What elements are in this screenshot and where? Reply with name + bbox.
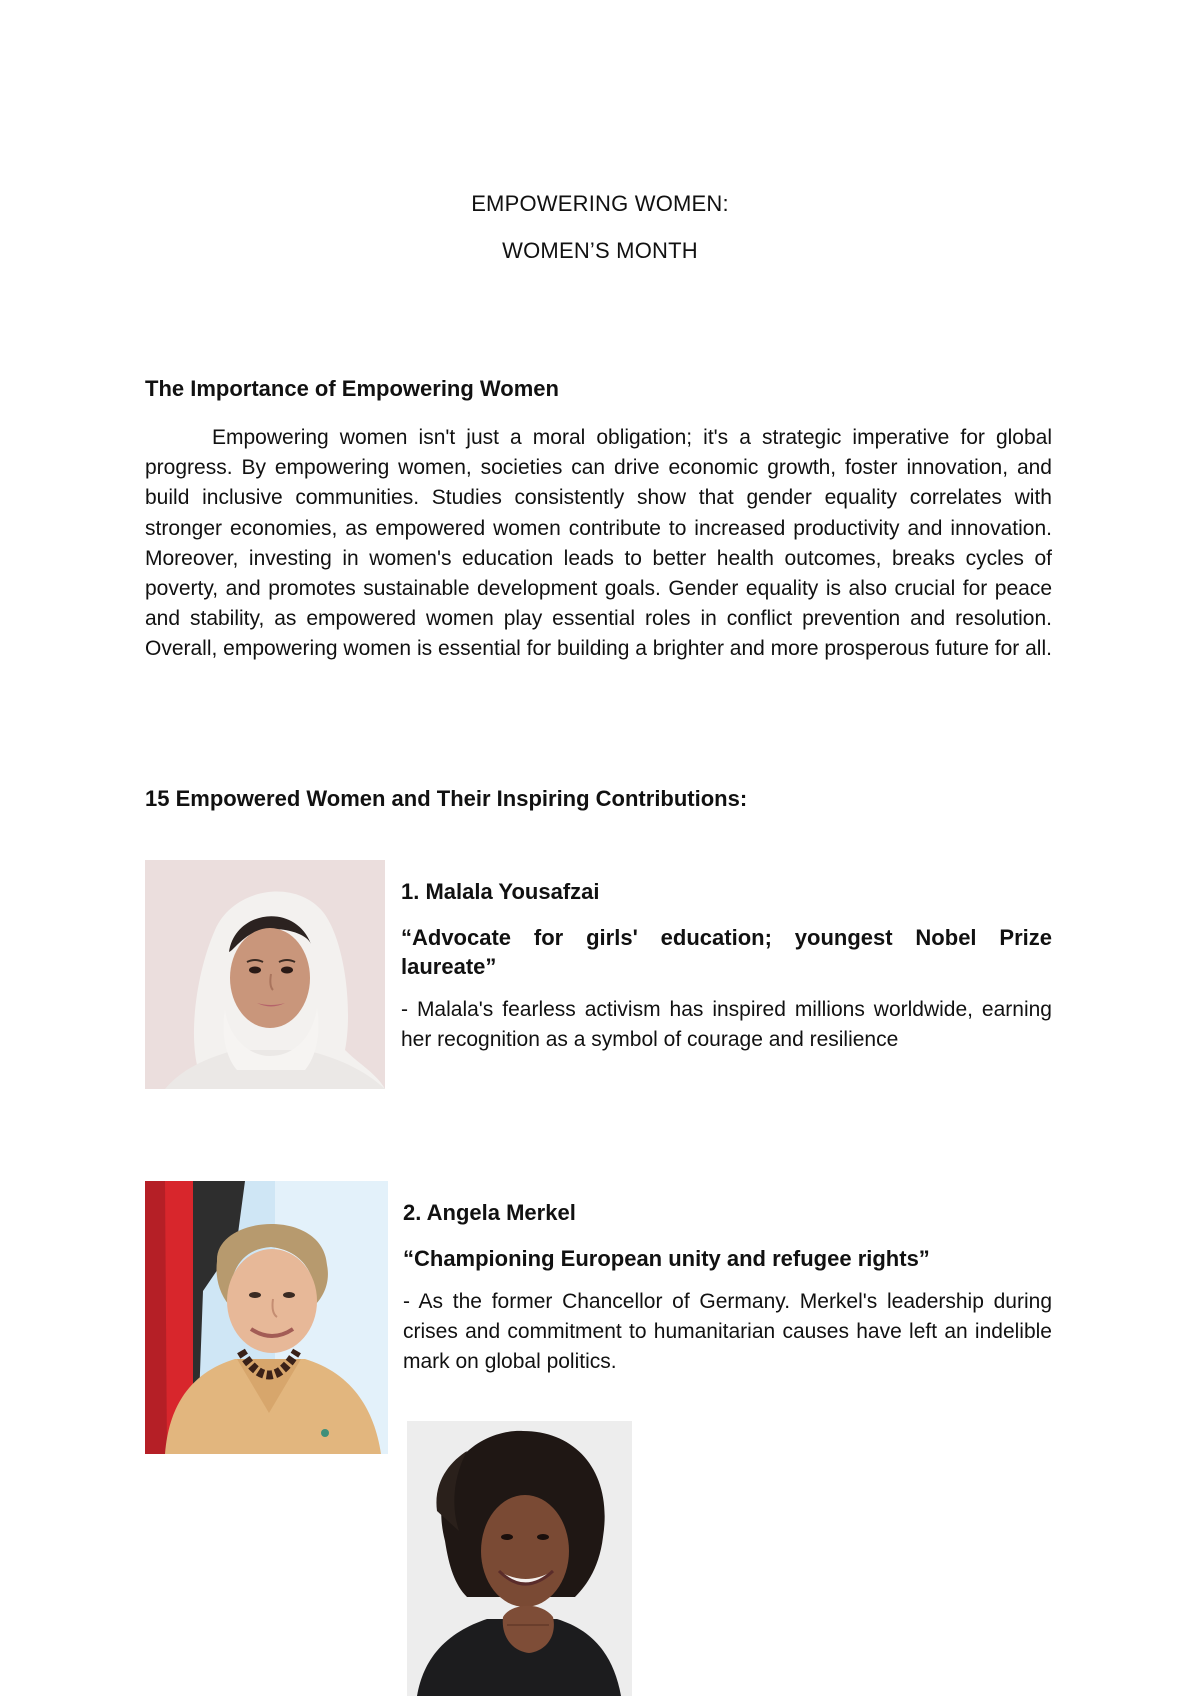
portrait-photo-merkel (145, 1181, 388, 1454)
portrait-photo-third (407, 1421, 632, 1696)
importance-paragraph: Empowering women isn't just a moral obligation; it's a strategic imperative for global progress. By empowering women, societies can drive economic growth, foster innovation, and build inclusive communities. Studies consistently show that gender equality correlates with stronger economies, as empowered women contribute to increased productivity and innovation. Moreover, investing in women's education leads to better health outcomes, breaks cycles of poverty, and promotes sustainable development goals. Gender equality is also crucial for peace and stability, as empowered women play essential roles in conflict prevention and resolution. Overall, empowering women is essential for building a brighter and more prosperous future for all. (145, 426, 1052, 661)
portrait-photo-malala (145, 860, 385, 1089)
list-item (401, 877, 1052, 1055)
list-heading: 15 Empowered Women and Their Inspiring Contributions: (145, 786, 748, 811)
document-title-line-2: WOMEN’S MONTH (502, 238, 698, 263)
entry-quote: “Advocate for girls' education; youngest Nobel Prize laureate” (401, 925, 1052, 979)
list-item (403, 1198, 1052, 1377)
importance-heading: The Importance of Empowering Women (145, 376, 559, 401)
entry-quote: “Championing European unity and refugee rights” (403, 1246, 930, 1271)
entry-name: 1. Malala Yousafzai (401, 879, 600, 904)
entry-description: - Malala's fearless activism has inspired millions worldwide, earning her recognition as a symbol of courage and resilience (401, 998, 1052, 1051)
entry-description: - As the former Chancellor of Germany. Merkel's leadership during crises and commitment to humanitarian causes have left an indelible mark on global politics. (403, 1290, 1052, 1373)
entry-name: 2. Angela Merkel (403, 1200, 576, 1225)
document-title-line-1: EMPOWERING WOMEN: (471, 191, 729, 216)
